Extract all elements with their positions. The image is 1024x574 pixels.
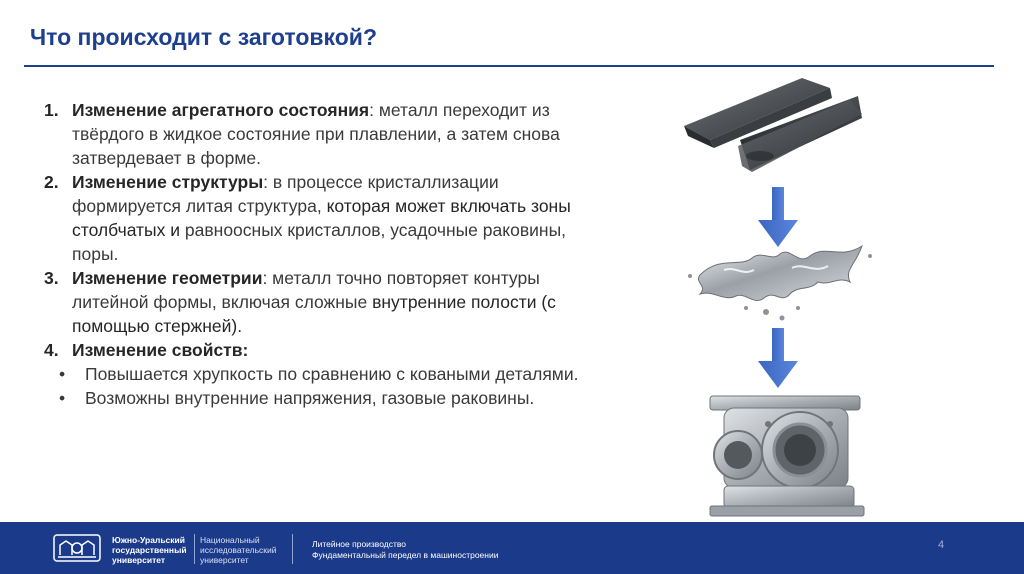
title-divider bbox=[24, 65, 994, 67]
sub-bullet-text: Возможны внутренние напряжения, газовые раковины. bbox=[85, 388, 535, 408]
item-heading: Изменение агрегатного состояния bbox=[72, 100, 370, 120]
item-text-highlight: которая может включать зоны столбчатых и bbox=[72, 196, 571, 240]
item-text-highlight: внутренние полости (с помощью стержней). bbox=[72, 292, 556, 336]
footer-divider bbox=[194, 534, 195, 564]
process-illustration bbox=[680, 70, 880, 520]
item-number: 3. bbox=[44, 268, 59, 288]
university-name-line: государственный bbox=[112, 545, 187, 555]
item-text: : в процессе кристаллизации формируется литая структура, bbox=[72, 172, 499, 216]
content-list bbox=[44, 98, 584, 410]
down-arrow-icon bbox=[758, 328, 798, 388]
course-title: Литейное производство bbox=[312, 539, 407, 549]
university-name-line: университет bbox=[112, 555, 166, 565]
item-number: 1. bbox=[44, 100, 59, 120]
course-subtitle: Фундаментальный передел в машиностроении bbox=[312, 550, 499, 560]
university-name-line: Южно-Уральский bbox=[112, 535, 185, 545]
sub-bullet-text: Повышается хрупкость по сравнению с коваными деталями. bbox=[85, 364, 579, 384]
item-text: : металл точно повторяет контуры литейной формы, включая сложные bbox=[72, 268, 540, 312]
bullet-icon: • bbox=[59, 364, 66, 384]
sub-bullet-list bbox=[44, 362, 584, 410]
down-arrow-icon bbox=[758, 187, 798, 247]
list-item-2 bbox=[44, 170, 584, 266]
item-heading: Изменение свойств bbox=[72, 340, 243, 360]
molten-metal-image bbox=[688, 246, 872, 321]
casting-part-image bbox=[710, 396, 864, 516]
item-number: 4. bbox=[44, 340, 59, 360]
footer-divider bbox=[292, 534, 293, 564]
university-logo-icon bbox=[52, 533, 102, 563]
sub-bullet-item bbox=[44, 362, 584, 386]
ingot-image bbox=[684, 78, 862, 172]
bullet-icon: • bbox=[59, 388, 66, 408]
national-status-line: исследовательский bbox=[200, 545, 277, 555]
item-number: 2. bbox=[44, 172, 59, 192]
footer-bar bbox=[0, 522, 1024, 574]
national-status-line: Национальный bbox=[200, 535, 260, 545]
list-item-1 bbox=[44, 98, 584, 170]
list-item-3 bbox=[44, 266, 584, 338]
item-text-continued: равноосных кристаллов, усадочные раковины, поры. bbox=[72, 220, 567, 264]
university-name bbox=[112, 535, 187, 565]
item-text: : металл переходит из твёрдого в жидкое состояние при плавлении, а затем снова затвердевает в форме. bbox=[72, 100, 560, 168]
item-heading: Изменение геометрии bbox=[72, 268, 263, 288]
item-text: : bbox=[242, 340, 249, 360]
course-info bbox=[312, 539, 498, 561]
national-status-line: университет bbox=[200, 555, 249, 565]
sub-bullet-item bbox=[44, 386, 584, 410]
item-heading: Изменение структуры bbox=[72, 172, 264, 192]
national-status bbox=[200, 535, 277, 565]
page-number: 4 bbox=[938, 539, 945, 551]
page-title: Что происходит с заготовкой? bbox=[30, 24, 377, 50]
list-item-4 bbox=[44, 338, 584, 362]
